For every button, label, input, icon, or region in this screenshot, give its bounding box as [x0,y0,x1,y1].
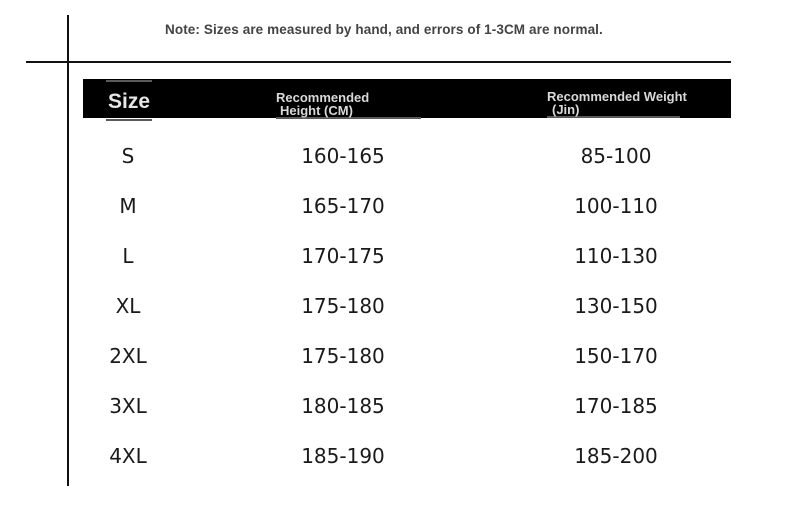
header-weight [547,90,687,118]
height-cell: 170-175 [301,244,385,268]
header-height-line1: Recommended [276,90,370,105]
table-row [0,341,790,371]
header-height-line2: Height (CM) [276,104,421,119]
height-cell: 165-170 [301,194,385,218]
size-cell: S [121,144,135,168]
size-cell: M [119,194,137,218]
table-row [0,141,790,171]
header-weight-line2: (Jin) [547,103,680,118]
header-weight-line1: Recommended Weight [547,89,687,104]
height-cell: 180-185 [301,394,385,418]
height-cell: 185-190 [301,444,385,468]
weight-cell: 185-200 [574,444,658,468]
height-cell: 160-165 [301,144,385,168]
horizontal-divider [26,61,731,63]
height-cell: 175-180 [301,294,385,318]
table-row [0,391,790,421]
table-row [0,291,790,321]
size-cell: 3XL [109,394,147,418]
size-cell: 4XL [109,444,147,468]
weight-cell: 85-100 [580,144,652,168]
size-cell: XL [115,294,141,318]
header-size: Size [106,80,152,121]
weight-cell: 100-110 [574,194,658,218]
table-row [0,241,790,271]
size-cell: 2XL [109,344,147,368]
size-cell: L [122,244,134,268]
table-row [0,191,790,221]
weight-cell: 170-185 [574,394,658,418]
table-row [0,441,790,471]
weight-cell: 130-150 [574,294,658,318]
weight-cell: 150-170 [574,344,658,368]
height-cell: 175-180 [301,344,385,368]
header-height [276,91,421,119]
measurement-note: Note: Sizes are measured by hand, and errors of 1-3CM are normal. [165,22,603,37]
weight-cell: 110-130 [574,244,658,268]
